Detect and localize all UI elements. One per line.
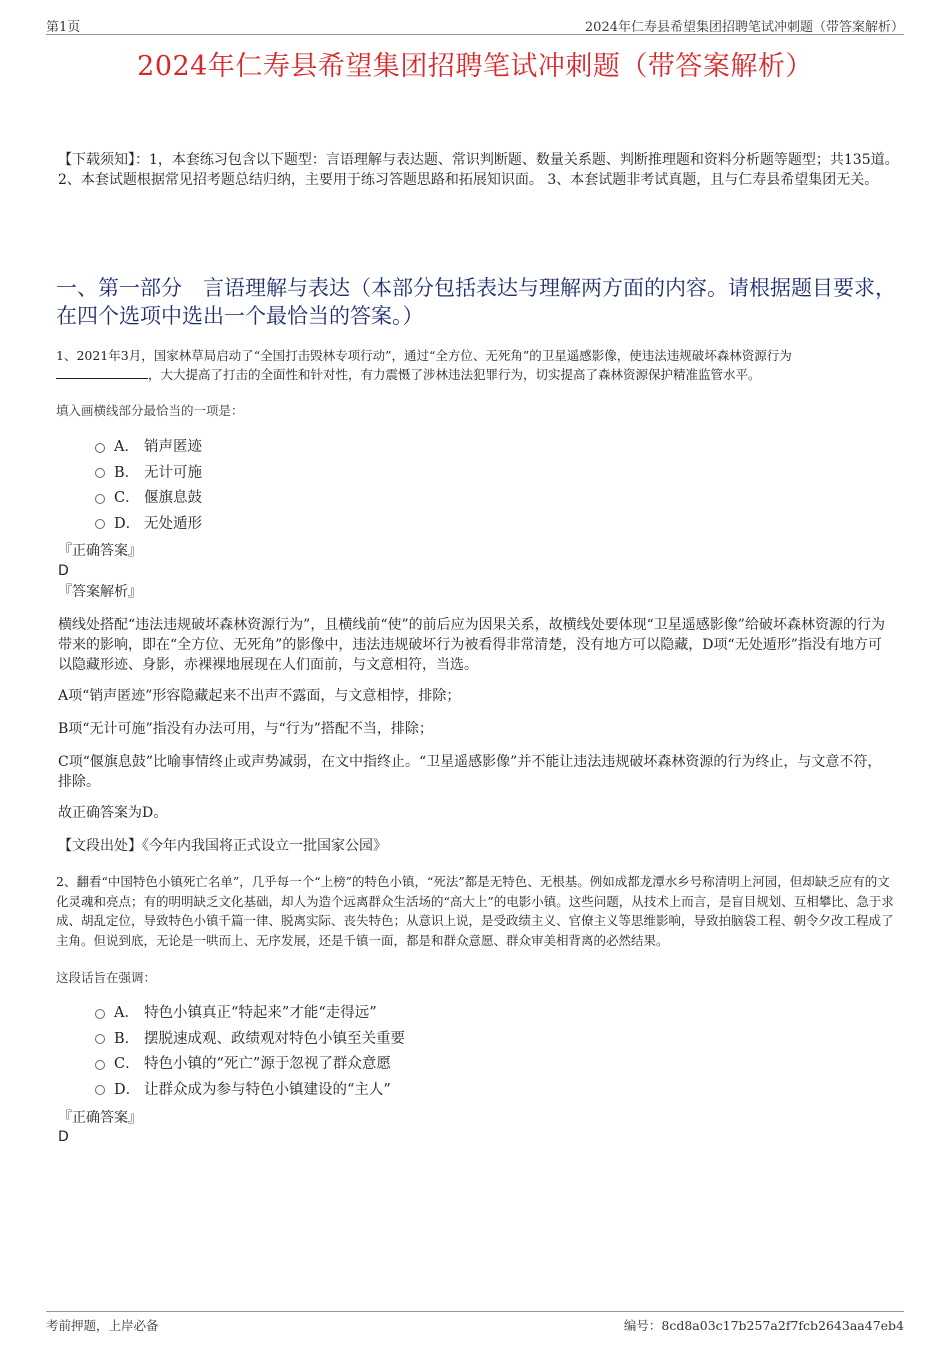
- page-title: 2024年仁寿县希望集团招聘笔试冲刺题（带答案解析）: [137, 51, 813, 82]
- question-2-options: [95, 999, 795, 1101]
- option-a[interactable]: A． 特色小镇真正“特起来”才能“走得远”: [95, 999, 795, 1025]
- analysis-paragraph: 故正确答案为D。: [58, 805, 168, 821]
- header-doc-title: 2024年仁寿县希望集团招聘笔试冲刺题（带答案解析）: [584, 20, 904, 35]
- question-1-options: [95, 433, 795, 535]
- radio-icon[interactable]: [95, 519, 105, 529]
- radio-icon[interactable]: [95, 1009, 105, 1019]
- question-1-text-after: ，大大提高了打击的全面性和针对性，有力震慑了涉林违法犯罪行为，切实提高了森林资源保护精准监管水平。: [148, 367, 761, 382]
- download-notice: 【下载须知】：1，本套练习包含以下题型：言语理解与表达题、常识判断题、数量关系题、判断推理题和资料分析题等题型；共135道。 2、本套试题根据常见招考题总结归纳，主要用于练习答题思路和拓展知识面。 3、本套试题非考试真题，且与仁寿县希望集团无关。: [58, 152, 899, 188]
- radio-icon[interactable]: [95, 1085, 105, 1095]
- radio-icon[interactable]: [95, 1060, 105, 1070]
- question-1-text-before: 1、2021年3月，国家林草局启动了“全国打击毁林专项行动”，通过“全方位、无死角”的卫星遥感影像，使违法违规破坏森林资源行为: [56, 348, 792, 363]
- option-text: 让群众成为参与特色小镇建设的“主人”: [144, 1081, 391, 1098]
- radio-icon[interactable]: [95, 443, 105, 453]
- option-c[interactable]: C． 偃旗息鼓: [95, 484, 795, 510]
- question-1-prompt: 填入画横线部分最恰当的一项是：: [56, 403, 244, 418]
- option-text: 摆脱速成观、政绩观对特色小镇至关重要: [144, 1030, 405, 1047]
- footer-doc-id: 编号：8cd8a03c17b257a2f7fcb2643aa47eb4: [623, 1318, 904, 1333]
- page-number: 第1页: [46, 20, 81, 35]
- option-text: 偃旗息鼓: [144, 490, 202, 507]
- section-heading: 一、第一部分 言语理解与表达（本部分包括表达与理解两方面的内容。请根据题目要求，在四个选项中选出一个最恰当的答案。）: [56, 276, 896, 328]
- option-text: 特色小镇的“死亡”源于忽视了群众意愿: [144, 1056, 391, 1073]
- analysis-label: 『答案解析』: [58, 584, 142, 600]
- option-d[interactable]: D． 无处遁形: [95, 510, 795, 536]
- question-2-text: 2、翻看“中国特色小镇死亡名单”，几乎每一个“上榜”的特色小镇，“死法”都是无特色、无根基。例如成都龙潭水乡号称清明上河园，但却缺乏应有的文化灵魂和亮点；有的明明缺乏文化基础，却人为造个远离群众生活场的“高大上”的电影小镇。这些问题，从技术上而言，是盲目规划、互相攀比、急于求成、胡乱定位，导致特色小镇千篇一律、脱离实际、丧失特色；从意识上说，是受政绩主义、官僚主义等思维影响，导致拍脑袋工程、朝令夕改工程成了主角。但说到底，无论是一哄而上、无序发展，还是千镇一面，都是和群众意愿、群众审美相背离的必然结果。: [56, 874, 894, 948]
- page-footer: [46, 1311, 904, 1333]
- option-text: 销声匿迹: [144, 439, 202, 456]
- footer-slogan: 考前押题，上岸必备: [46, 1318, 159, 1333]
- radio-icon[interactable]: [95, 494, 105, 504]
- radio-icon[interactable]: [95, 1034, 105, 1044]
- answer-value: D: [58, 563, 69, 579]
- option-b[interactable]: B． 无计可施: [95, 459, 795, 485]
- answer-value: D: [58, 1129, 69, 1145]
- option-text: 无处遁形: [144, 515, 202, 532]
- question-1-text: [56, 346, 896, 384]
- analysis-paragraph: C项“偃旗息鼓”比喻事情终止或声势减弱，在文中指终止。“卫星遥感影像”并不能让违法违规破坏森林资源的行为终止，与文意不符，排除。: [58, 754, 882, 790]
- option-d[interactable]: D． 让群众成为参与特色小镇建设的“主人”: [95, 1076, 795, 1102]
- option-a[interactable]: A． 销声匿迹: [95, 433, 795, 459]
- option-text: 无计可施: [144, 464, 202, 481]
- option-c[interactable]: C． 特色小镇的“死亡”源于忽视了群众意愿: [95, 1050, 795, 1076]
- source-citation: 【文段出处】《今年内我国将正式设立一批国家公园》: [58, 838, 387, 854]
- question-2-prompt: 这段话旨在强调：: [56, 970, 157, 985]
- answer-label: 『正确答案』: [58, 543, 142, 559]
- analysis-paragraph: B项“无计可施”指没有办法可用，与“行为”搭配不当，排除；: [58, 721, 433, 737]
- option-b[interactable]: B． 摆脱速成观、政绩观对特色小镇至关重要: [95, 1025, 795, 1051]
- fill-blank-line: [56, 366, 148, 379]
- radio-icon[interactable]: [95, 468, 105, 478]
- analysis-paragraph: A项“销声匿迹”形容隐藏起来不出声不露面，与文意相悖，排除；: [58, 688, 461, 704]
- analysis-paragraph: 横线处搭配“违法违规破坏森林资源行为”，且横线前“使”的前后应为因果关系，故横线处要体现“卫星遥感影像”给破坏森林资源的行为带来的影响，即在“全方位、无死角”的影像中，违法违规破坏行为被看得非常清楚，没有地方可以隐藏，D项“无处遁形”指没有地方可以隐藏形迹、身影，赤裸裸地展现在人们面前，与文意相符，当选。: [58, 617, 885, 673]
- option-text: 特色小镇真正“特起来”才能“走得远”: [144, 1005, 377, 1022]
- answer-label: 『正确答案』: [58, 1110, 142, 1126]
- page-header: [46, 14, 904, 35]
